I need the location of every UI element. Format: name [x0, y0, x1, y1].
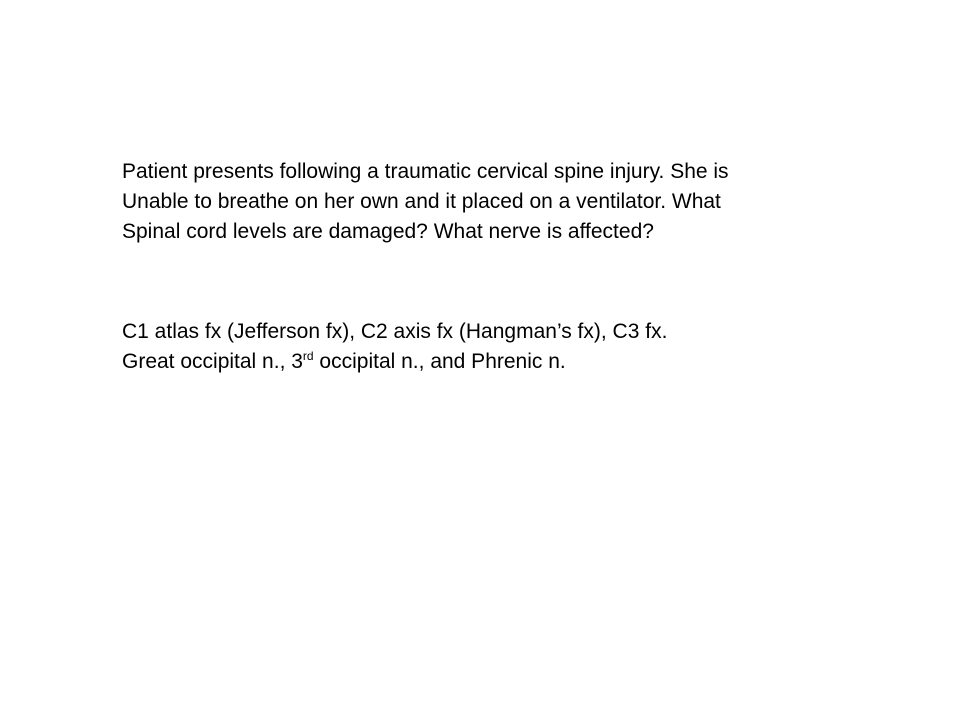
answer-text [122, 317, 902, 377]
answer-line-2-prefix: Great occipital n., 3 [122, 350, 303, 373]
answer-line-2 [122, 347, 902, 377]
question-line-2: Unable to breathe on her own and it placed on a ventilator. What [122, 190, 721, 213]
answer-line-1: C1 atlas fx (Jefferson fx), C2 axis fx (Hangman’s fx), C3 fx. [122, 320, 668, 343]
question-text [122, 157, 902, 247]
ordinal-suffix: rd [302, 349, 314, 363]
question-line-1: Patient presents following a traumatic cervical spine injury. She is [122, 160, 729, 183]
answer-line-2-suffix: occipital n., and Phrenic n. [313, 350, 566, 373]
question-line-3: Spinal cord levels are damaged? What nerve is affected? [122, 220, 654, 243]
